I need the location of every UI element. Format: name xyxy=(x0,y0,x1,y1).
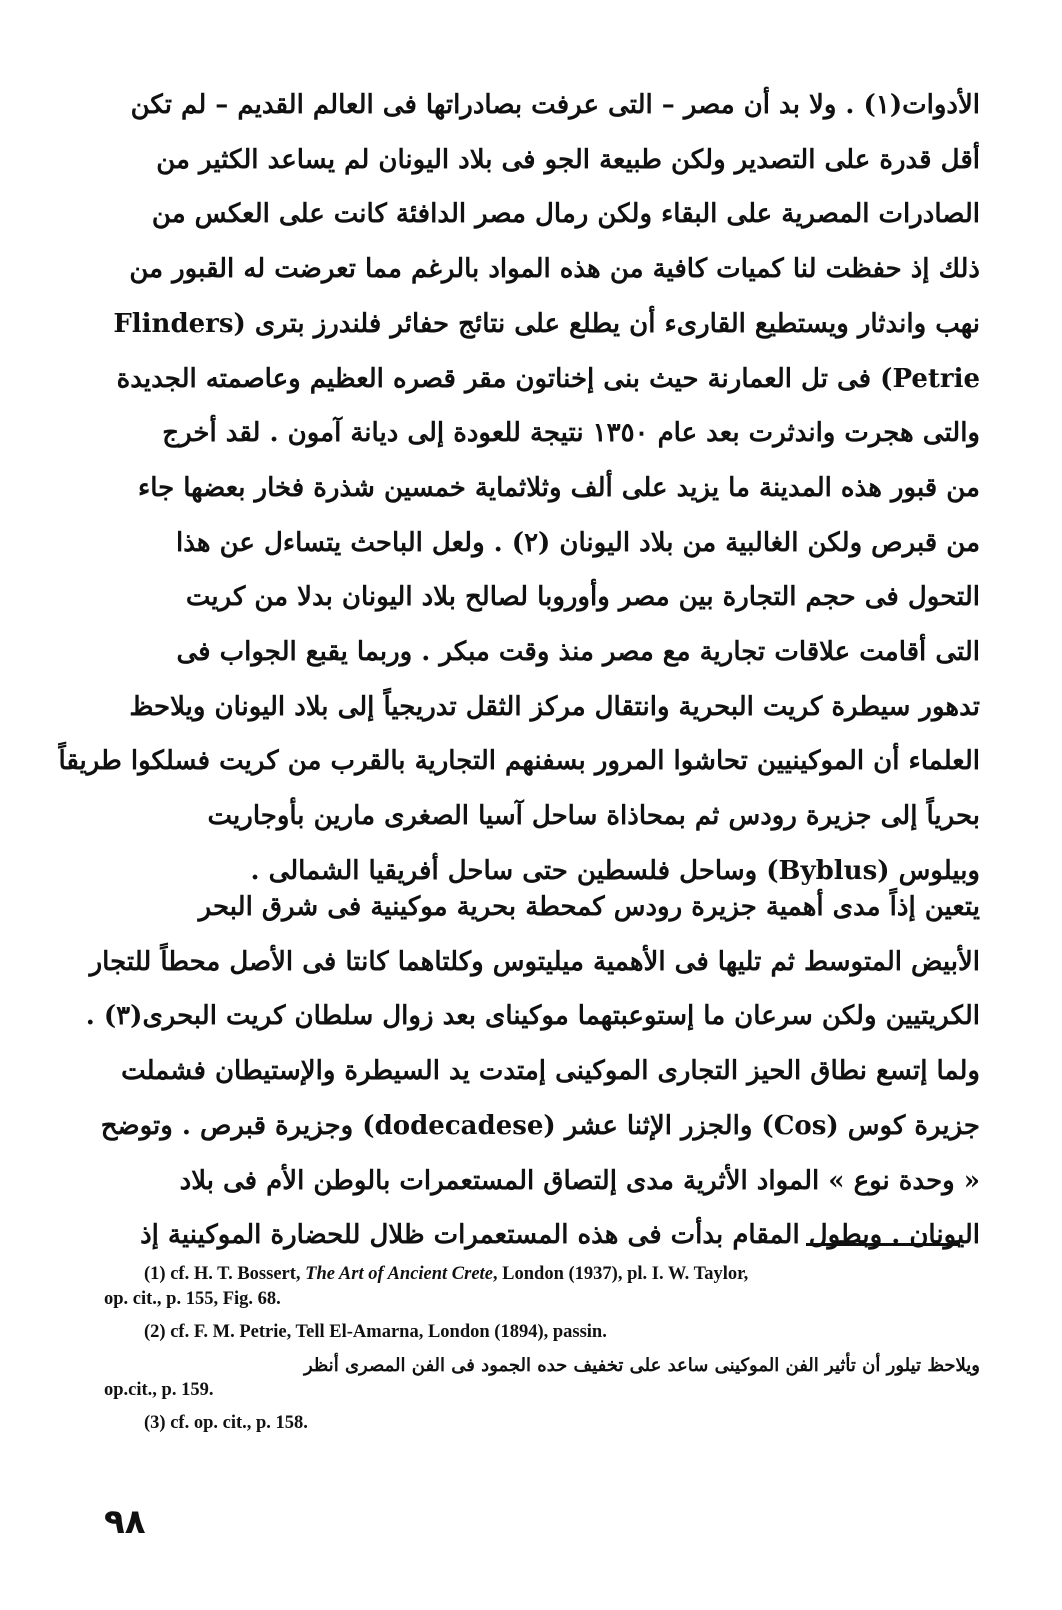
text-line: ولما إتسع نطاق الحيز التجارى الموكينى إمتدت يد السيطرة والإستيطان فشملت xyxy=(121,1056,980,1087)
footnote-2 xyxy=(104,1320,980,1403)
page-number: ٩٨ xyxy=(104,1502,146,1542)
text-line: ذلك إذ حفظت لنا كميات كافية من هذه المواد بالرغم مما تعرضت له القبور من xyxy=(129,254,980,285)
footnote-3-text: (3) cf. op. cit., p. 158. xyxy=(144,1413,308,1433)
paragraph-1 xyxy=(58,78,980,899)
text-line: أقل قدرة على التصدير ولكن طبيعة الجو فى بلاد اليونان لم يساعد الكثير من xyxy=(156,144,980,175)
text-line: نهب واندثار ويستطيع القارىء أن يطلع على نتائج حفائر فلندرز بترى (Flinders xyxy=(113,308,980,339)
text-line: من قبرص ولكن الغالبية من بلاد اليونان (٢) . ولعل الباحث يتساءل عن هذا xyxy=(175,527,980,558)
footnote-1-text: (1) cf. H. T. Bossert, xyxy=(144,1264,306,1284)
text-line: الكريتيين ولكن سرعان ما إستوعبتهما موكيناى بعد زوال سلطان كريت البحرى(٣) . xyxy=(85,1001,980,1032)
text-line: العلماء أن الموكينيين تحاشوا المرور بسفنهم التجارية بالقرب من كريت فسلكوا طريقاً xyxy=(58,746,980,777)
text-line: « وحدة نوع » المواد الأثرية مدى إلتصاق المستعمرات بالوطن الأم فى بلاد xyxy=(179,1165,980,1196)
text-line: والتى هجرت واندثرت بعد عام ١٣٥٠ نتيجة للعودة إلى ديانة آمون . لقد أخرج xyxy=(162,418,980,449)
footnote-1-text-cont: , London (1937), pl. I. W. Taylor, xyxy=(492,1264,749,1284)
footnotes xyxy=(104,1262,980,1444)
text-line: اليونان . وبطول المقام بدأت فى هذه المستعمرات ظلال للحضارة الموكينية إذ xyxy=(140,1220,980,1251)
text-line: يتعين إذاً مدى أهمية جزيرة رودس كمحطة بحرية موكينية فى شرق البحر xyxy=(198,892,980,922)
footnote-1 xyxy=(104,1262,980,1312)
text-line: الأبيض المتوسط ثم تليها فى الأهمية ميليتوس وكلتاهما كانتا فى الأصل محطاً للتجار xyxy=(89,946,980,977)
footnote-1-ref: op. cit., p. 155, Fig. 68. xyxy=(104,1289,281,1309)
text-line: الصادرات المصرية على البقاء ولكن رمال مصر الدافئة كانت على العكس من xyxy=(151,199,980,230)
text-line: بحرياً إلى جزيرة رودس ثم بمحاذاة ساحل آسيا الصغرى مارين بأوجاريت xyxy=(207,801,980,832)
text-line: الأدوات(١) . ولا بد أن مصر – التى عرفت بصادراتها فى العالم القديم – لم تكن xyxy=(130,90,980,120)
text-line: التى أقامت علاقات تجارية مع مصر منذ وقت مبكر . وربما يقبع الجواب فى xyxy=(176,637,980,668)
footnote-3 xyxy=(104,1411,980,1436)
paragraph-2 xyxy=(85,880,980,1263)
text-line: من قبور هذه المدينة ما يزيد على ألف وثلاثماية خمسين شذرة فخار بعضها جاء xyxy=(137,472,980,503)
footnote-2-text: (2) cf. F. M. Petrie, Tell El-Amarna, London (1894), passin. xyxy=(144,1322,607,1342)
footnote-2-arabic-note: ويلاحظ تيلور أن تأثير الفن الموكينى ساعد على تخفيف حده الجمود فى الفن المصرى أنظر xyxy=(303,1355,980,1376)
footnote-2-ref: op.cit., p. 159. xyxy=(104,1380,214,1400)
footnote-divider xyxy=(806,1243,960,1246)
text-line: Petrie) فى تل العمارنة حيث بنى إخناتون مقر قصره العظيم وعاصمته الجديدة xyxy=(116,363,980,394)
text-line: تدهور سيطرة كريت البحرية وانتقال مركز الثقل تدريجياً إلى بلاد اليونان ويلاحظ xyxy=(129,691,980,722)
footnote-1-title: The Art of Ancient Crete xyxy=(305,1264,493,1284)
text-line: التحول فى حجم التجارة بين مصر وأوروبا لصالح بلاد اليونان بدلا من كريت xyxy=(185,582,980,613)
text-line: وبيلوس (Byblus) وساحل فلسطين حتى ساحل أفريقيا الشمالى . xyxy=(250,855,980,886)
text-line: جزيرة كوس (Cos) والجزر الإثنا عشر (dodecadese) وجزيرة قبرص . وتوضح xyxy=(100,1110,980,1141)
